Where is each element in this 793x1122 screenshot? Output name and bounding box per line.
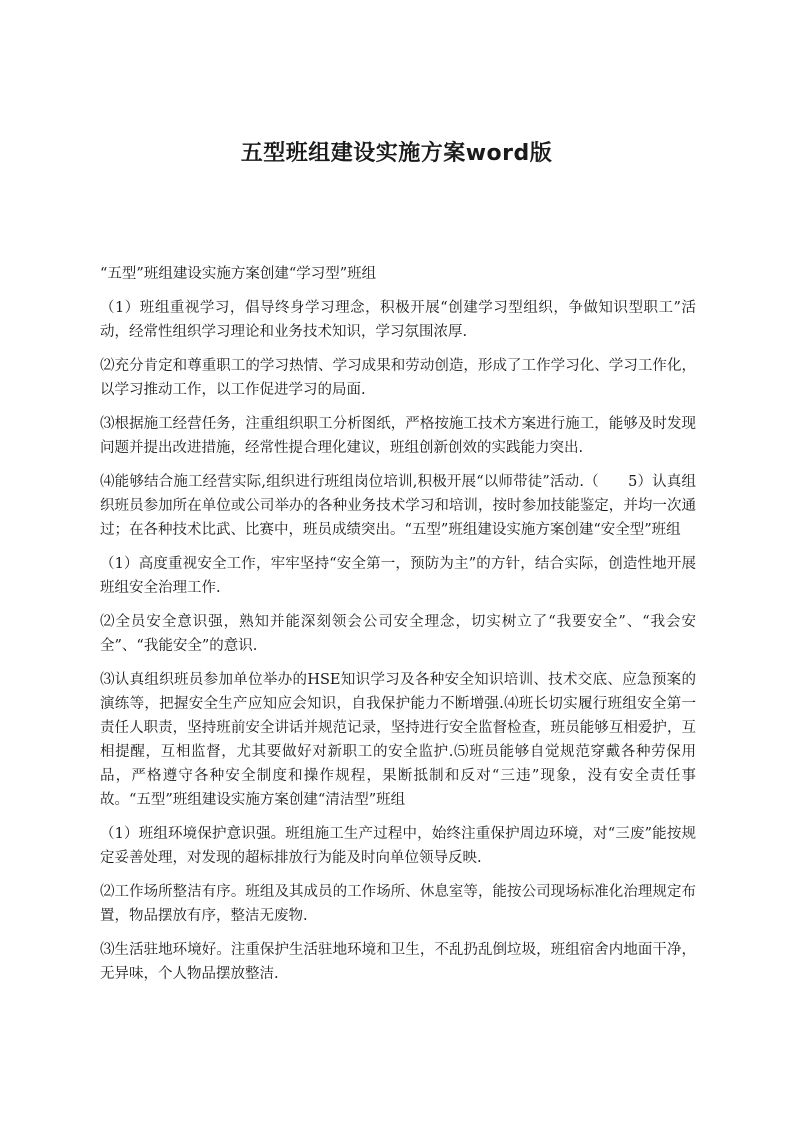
paragraph-clean-1: （1）班组环境保护意识强。班组施工生产过程中，始终注重保护周边环境，对“三废”能按规定妥善处理，对发现的超标排放行为能及时向单位领导反映. — [100, 826, 696, 866]
document-body — [100, 262, 696, 996]
document-title: 五型班组建设实施方案word版 — [240, 141, 553, 166]
paragraph-heading-learning: “五型”班组建设实施方案创建“学习型”班组 — [100, 266, 377, 282]
paragraph-clean-3: ⑶生活驻地环境好。注重保护生活驻地环境和卫生，不乱扔乱倒垃圾，班组宿舍内地面干净，无异味，个人物品摆放整洁. — [100, 942, 696, 982]
paragraph-safety-1: （1）高度重视安全工作，牢牢坚持“安全第一，预防为主”的方针，结合实际，创造性地开展班组安全治理工作. — [100, 556, 696, 596]
paragraph-safety-3-5: ⑶认真组织班员参加单位举办的HSE知识学习及各种安全知识培训、技术交底、应急预案的演练等，把握安全生产应知应会知识，自我保护能力不断增强.⑷班长切实履行班组安全第一责任人职责，坚持班前安全讲话并规范记录，坚持进行安全监督检查，班员能够互相爱护，互相提醒，互相监督，尤其要做好对新职工的安全监护.⑸班员能够自觉规范穿戴各种劳保用品，严格遵守各种安全制度和操作规程，果断抵制和反对“三违”现象，没有安全责任事故。“五型”班组建设实施方案创建“清洁型”班组 — [100, 672, 696, 808]
paragraph-learning-1: （1）班组重视学习，倡导终身学习理念，积极开展“创建学习型组织，争做知识型职工”活动，经常性组织学习理论和业务技术知识，学习氛围浓厚. — [100, 300, 696, 340]
paragraph-learning-3: ⑶根据施工经营任务，注重组织职工分析图纸，严格按施工技术方案进行施工，能够及时发现问题并提出改进措施，经常性提合理化建议，班组创新创效的实践能力突出. — [100, 416, 696, 456]
paragraph-safety-2: ⑵全员安全意识强，熟知并能深刻领会公司安全理念，切实树立了“我要安全”、“我会安全”、“我能安全”的意识. — [100, 614, 696, 654]
paragraph-clean-2: ⑵工作场所整洁有序。班组及其成员的工作场所、休息室等，能按公司现场标准化治理规定布置，物品摆放有序，整洁无废物. — [100, 884, 696, 924]
paragraph-learning-2: ⑵充分肯定和尊重职工的学习热情、学习成果和劳动创造，形成了工作学习化、学习工作化，以学习推动工作，以工作促进学习的局面. — [100, 358, 696, 398]
paragraph-learning-4-5: ⑷能够结合施工经营实际,组织进行班组岗位培训,积极开展“以师带徒”活动.（ 5）认真组织班员参加所在单位或公司举办的各种业务技术学习和培训，按时参加技能鉴定，并均一次通过；在各种技术比武、比赛中，班员成绩突出。“五型”班组建设实施方案创建“安全型”班组 — [100, 474, 696, 538]
